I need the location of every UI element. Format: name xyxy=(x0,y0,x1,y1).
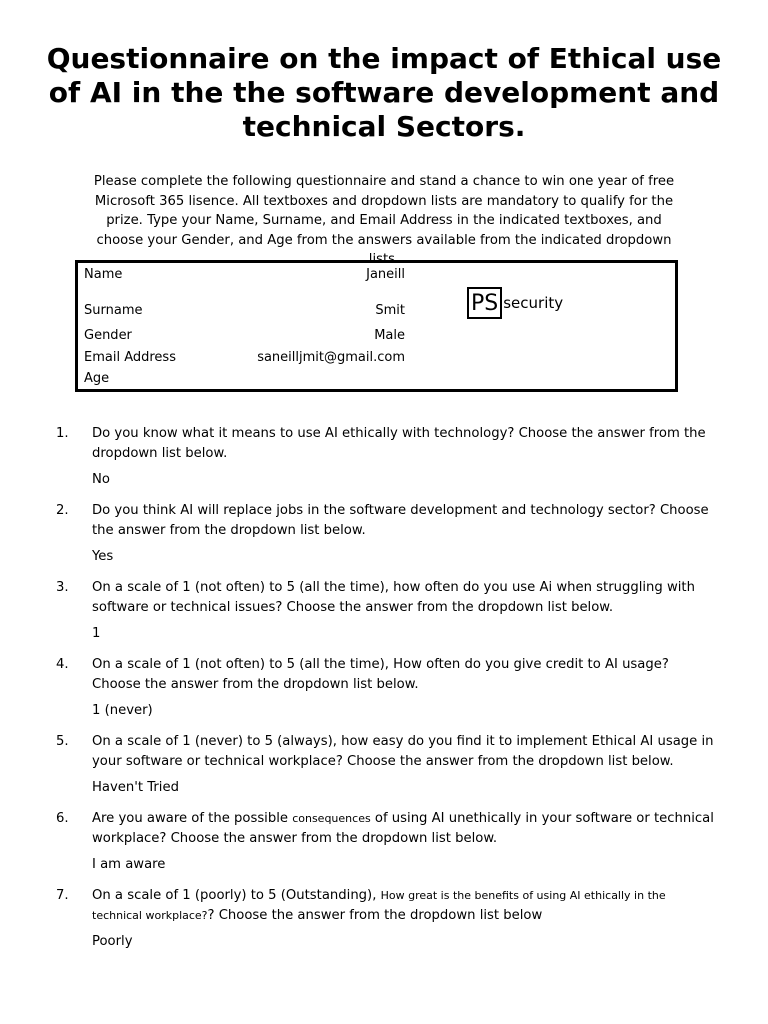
question-1 xyxy=(56,424,716,463)
question-number: 6. xyxy=(56,811,69,826)
answer-dropdown-2[interactable]: Yes xyxy=(92,549,114,564)
question-4 xyxy=(56,655,716,694)
page-title: Questionnaire on the impact of Ethical use of AI in the the software development and technical Sectors. xyxy=(46,42,722,143)
answer-dropdown-7[interactable]: Poorly xyxy=(92,934,133,949)
name-label: Name xyxy=(84,267,123,282)
ps-security-logo xyxy=(467,287,563,319)
question-text: Do you know what it means to use AI ethically with technology? Choose the answer from the dropdown list below. xyxy=(92,426,706,461)
question-number: 2. xyxy=(56,503,69,518)
surname-field[interactable]: Smit xyxy=(375,303,405,318)
answer-dropdown-3[interactable]: 1 xyxy=(92,626,101,641)
question-7 xyxy=(56,886,716,925)
answer-dropdown-1[interactable]: No xyxy=(92,472,110,487)
question-number: 5. xyxy=(56,734,69,749)
answer-dropdown-6[interactable]: I am aware xyxy=(92,857,166,872)
question-text: Are you aware of the possible consequences of using AI unethically in your software or technical workplace? Choose the answer from the dropdown list below. xyxy=(92,811,714,846)
logo-box: PS xyxy=(467,287,502,319)
gender-label: Gender xyxy=(84,328,132,343)
personal-details-box xyxy=(75,260,678,392)
question-text: On a scale of 1 (not often) to 5 (all the time), How often do you give credit to AI usage? Choose the answer from the dropdown list below. xyxy=(92,657,669,692)
question-text: On a scale of 1 (not often) to 5 (all the time), how often do you use Ai when struggling with software or technical issues? Choose the answer from the dropdown list below. xyxy=(92,580,695,615)
question-6 xyxy=(56,809,716,848)
question-text: Do you think AI will replace jobs in the software development and technology sector? Choose the answer from the dropdown list below. xyxy=(92,503,709,538)
age-label: Age xyxy=(84,371,110,386)
question-number: 4. xyxy=(56,657,69,672)
gender-dropdown[interactable]: Male xyxy=(374,328,405,343)
question-3 xyxy=(56,578,716,617)
question-5 xyxy=(56,732,716,771)
email-field[interactable]: saneilljmit@gmail.com xyxy=(257,350,405,365)
logo-text: security xyxy=(503,294,564,312)
question-number: 3. xyxy=(56,580,69,595)
question-2 xyxy=(56,501,716,540)
answer-dropdown-4[interactable]: 1 (never) xyxy=(92,703,153,718)
question-number: 7. xyxy=(56,888,69,903)
question-text: On a scale of 1 (poorly) to 5 (Outstanding), How great is the benefits of using AI ethically in the technical workplace?? Choose the answer from the dropdown list below xyxy=(92,888,666,923)
question-number: 1. xyxy=(56,426,69,441)
question-text: On a scale of 1 (never) to 5 (always), how easy do you find it to implement Ethical AI usage in your software or technical workplace? Choose the answer from the dropdown list below. xyxy=(92,734,714,769)
name-field[interactable]: Janeill xyxy=(366,267,405,282)
surname-label: Surname xyxy=(84,303,143,318)
email-label: Email Address xyxy=(84,350,176,365)
intro-text: Please complete the following questionnaire and stand a chance to win one year of free Microsoft 365 lisence. All textboxes and dropdown lists are mandatory to qualify for the prize. Type your Name, Surname, and Email Address in the indicated textboxes, and choose your Gender, and Age from the answers available from the indicated dropdown lists. xyxy=(93,174,675,267)
answer-dropdown-5[interactable]: Haven't Tried xyxy=(92,780,179,795)
